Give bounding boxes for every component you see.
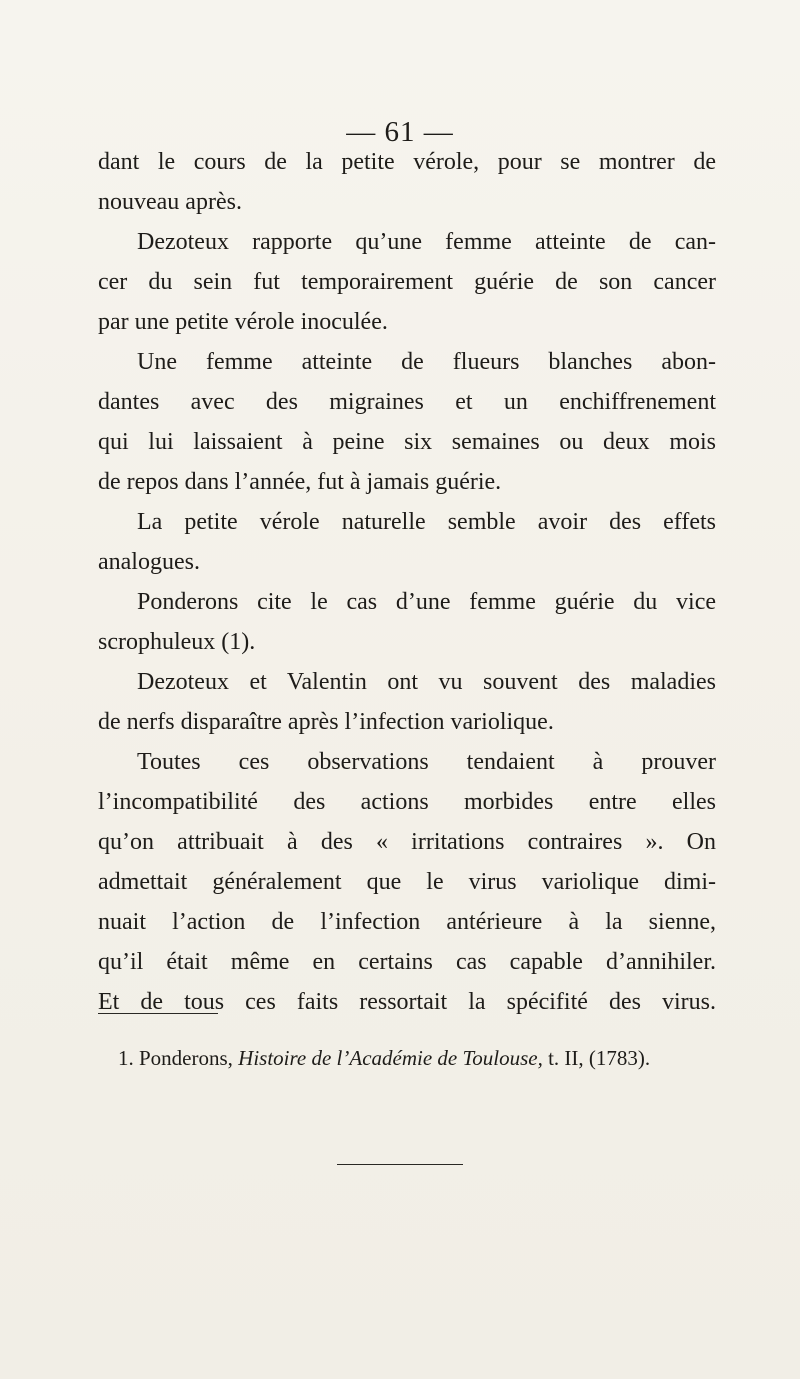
text-line: nuait l’action de l’infection antérieure à la sienne,: [98, 909, 716, 935]
text-line: analogues.: [98, 549, 200, 575]
text-line: par une petite vérole inoculée.: [98, 309, 388, 335]
text-line: Toutes ces observations tendaient à prouver: [137, 749, 716, 775]
footnote-author: Ponderons,: [139, 1046, 233, 1070]
footnote-title: Histoire de l’Académie de Toulouse,: [238, 1046, 543, 1070]
text-line: nouveau après.: [98, 189, 242, 215]
text-line: La petite vérole naturelle semble avoir des effets: [137, 509, 716, 535]
text-line: Une femme atteinte de flueurs blanches abon-: [137, 349, 716, 375]
text-line: de nerfs disparaître après l’infection variolique.: [98, 709, 554, 735]
page-number: — 61 —: [346, 116, 454, 148]
text-line: admettait généralement que le virus variolique dimi-: [98, 869, 716, 895]
footnote-number: 1.: [118, 1046, 134, 1070]
text-line: de repos dans l’année, fut à jamais guérie.: [98, 469, 502, 495]
text-line: scrophuleux (1).: [98, 629, 256, 655]
text-line: cer du sein fut temporairement guérie de son cancer: [98, 269, 716, 295]
text-line: Et de tous ces faits ressortait la spécifité des virus.: [98, 989, 716, 1015]
bottom-rule: [337, 1164, 463, 1165]
text-line: dantes avec des migraines et un enchiffrenement: [98, 389, 716, 415]
text-line: dant le cours de la petite vérole, pour se montrer de: [98, 149, 716, 175]
footnote-reference: t. II, (1783).: [548, 1046, 651, 1070]
footnote: [118, 1044, 728, 1072]
text-line: Dezoteux et Valentin ont vu souvent des maladies: [137, 669, 716, 695]
text-line: Ponderons cite le cas d’une femme guérie du vice: [137, 589, 716, 615]
text-line: Dezoteux rapporte qu’une femme atteinte de can-: [137, 229, 716, 255]
text-line: l’incompatibilité des actions morbides entre elles: [98, 789, 716, 815]
text-line: qui lui laissaient à peine six semaines ou deux mois: [98, 429, 716, 455]
body-text: [98, 142, 716, 1022]
text-line: qu’on attribuait à des « irritations contraires ». On: [98, 829, 716, 855]
footnote-separator: [98, 1013, 218, 1014]
text-line: qu’il était même en certains cas capable d’annihiler.: [98, 949, 716, 975]
